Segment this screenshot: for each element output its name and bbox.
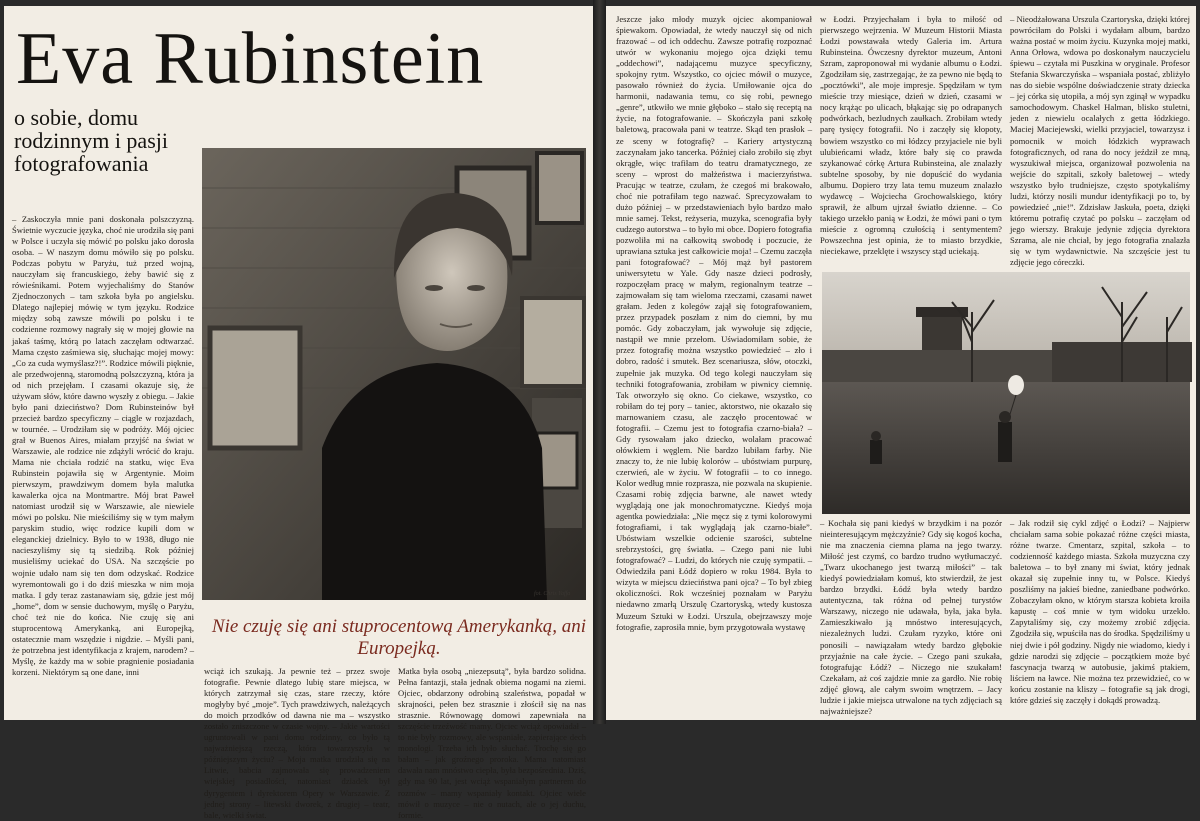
article-title: Eva Rubinstein bbox=[16, 18, 485, 100]
text-column-2 bbox=[204, 666, 390, 820]
portrait-photo bbox=[202, 148, 586, 600]
pull-quote: Nie czuję się ani stuprocentową Amerykanką, ani Europejką. bbox=[211, 616, 587, 659]
column-text: wciąż ich szukają. Ja pewnie też – przez swoje fotografie. Pewnie dlatego lubię stare miejsca, w których zatrzymał się czas, stare rzeczy, które mogłyby być „moje”. Tych prawdziwych, należących do moich przodków od dawna nie ma – wszystko zostało zniszczone w czasie wojny. – Jakie wartości ugruntowali w pani domu rodzinny, co było tą najważniejszą rzeczą, która towarzyszyła w późniejszym życiu? – Moja matka urodziła się na Litwie, babcia zajmowała się prowadzeniem wiejskiej posiadłości, natomiast dziadek był dyrygentem i dyrektorem Opery w Warszawie. Z jednej strony – litewski dworek, z drugiej – teatr, bale, wielki świat. bbox=[204, 666, 390, 820]
spine bbox=[593, 0, 606, 724]
photo-credit: fot. Chris Yaffa bbox=[534, 591, 571, 597]
lodz-photo bbox=[822, 272, 1190, 514]
lodz-photo-image bbox=[822, 272, 1190, 514]
text-column-4 bbox=[616, 14, 812, 718]
article-subtitle: o sobie, domu rodzinnym i pasji fotografowania bbox=[14, 105, 168, 176]
right-page bbox=[606, 6, 1196, 720]
column-text: – Jak rodził się cykl zdjęć o Łodzi? – Najpierw chciałam sama sobie pokazać różne części miasta, różne twarze. Cmentarz, szpital, szkoła – to codzienność każdego miasta. Szkoła muzyczna czy baletowa – to był znany mi świat, który jednak okazał się zupełnie inny tu, w Polsce. Kiedyś poszliśmy na jakieś biedne, zaniedbane podwórko. Zobaczyłam okno, w którym starsza kobieta kroiła kapustę – coś mnie w tym widoku urzekło. Zapytaliśmy się, czy możemy zrobić zdjęcia. Zgodziła się, wpuściła nas do środka. Spędziliśmy u niej dwie i pół godziny. Nigdy nie wiadomo, kiedy i gdzie narodzi się zdjęcie – początkiem może być fascynacja twarzą w autobusie, jakimś ptakiem, liściem na ławce. Nie można tez przewidzieć, co w końcu zostanie na kliszy – fotografie są jak drogi, które gdzieś się zaczęły i dokądś prowadzą. bbox=[1010, 518, 1190, 705]
column-text: – Zaskoczyła mnie pani doskonała polszczyzną. Świetnie wyczucie języka, choć nie urodziła się pani w Polsce i uczyła się mówić po polsku jako dorosła osoba. – W naszym domu mówiło się po polsku. Podczas pobytu w Paryżu, tuż przed wojną, nauczyłam się francuskiego, żeby bawić się z rówieśnikami. Potem wyjechaliśmy do Stanów Zjednoczonych – tam szkoła była po angielsku. Dlatego najlepiej mówię w tym języku. Rodzice między sobą zawsze mówili po polsku i te codzienne rozmowy nagrały się w mojej głowie na jakaś taśmę, którą po latach zaczęłam odtwarzać. Mama często zaśmiewa się, słuchając mojej mowy: „Co za cuda wymyślasz?!”. Rodzice mówili pięknie, ale przedwojenną, staromodną polszczyzną, która ja od nich przejęłam. I czasami okazuje się, że używam słów, które dawno wyszły z obiegu. – Jakie było pani dzieciństwo? Dom Rubinsteinów był przecież bardzo specyficzny – ciągle w rozjazdach, w tournée. – Urodziłam się w podróży. Mój ojciec grał w Buenos Aires, miałam przyjść na świat w Warszawie, ale rodzice nie zdążyli wrócić do kraju. Mama nie chciała rodzić na statku, więc Eva Rubinstein pojawiła się w Argentynie. Moim pierwszym, prawdziwym domem była malutka kawalerka ojca na Montmartre. Mój brat Paweł natomiast urodził się w Warszawie, ale niewiele mówi po polsku. Nie mieściliśmy się w tym małym paryskim studio, więc rodzice kupili dom w eleganckiej dzielnicy. Było to w 1938, długo nie nacieszyliśmy się tą siedzibą. Rok później musieliśmy uciekać do USA. Na szczęście po wojnie udało nam się ten dom odzyskać. Rodzice wyremontowali go i do dziś mieszka w nim moja matka. I gdy teraz zastanawiam się, gdzie jest mój „home”, dom w sensie duchowym, myślę o Paryżu, choć też nie do końca. Nie czuję się ani stuprocentową Amerykanką, ani Europejką, ostatecznie mam wszędzie i nigdzie. – Myśli pani, że potrzebna jest identyfikacja z krajem, narodem? – Myślę, że każdy ma w sobie pragnienie posiadania korzeni. Niektórym są one dane, inni bbox=[12, 214, 194, 677]
text-column-3 bbox=[398, 666, 586, 820]
text-column-1 bbox=[12, 214, 194, 714]
text-column-7 bbox=[820, 518, 1002, 718]
text-column-5 bbox=[820, 14, 1002, 268]
text-column-8 bbox=[1010, 518, 1190, 718]
text-column-6 bbox=[1010, 14, 1190, 268]
portrait-photo-image bbox=[202, 148, 586, 600]
column-text: w Łodzi. Przyjechałam i była to miłość od pierwszego wejrzenia. W Muzeum Historii Miasta Łodzi powstawała wtedy Galeria im. Artura Rubinsteina. Ówczesny dyrektor muzeum, Antoni Szram, zaproponował mi wydanie albumu o Łodzi. Zgodziłam się, zastrzegając, że za pewno nie będą to „pocztówki”, ale moje impresje. Spędziłam w tym mieście trzy miesiące, dzień w dzień, czasami w nocy krążąc po ulicach, błąkając się po odrapanych podwórkach, bezludnych zaułkach. Zrobiłam wtedy parę tysięcy fotografii. No i zaczęły się kłopoty, bowiem wszystko co mi łódzcy przyjaciele nie byli ulubieńcami władz, które bały się co prawda szykanować córkę Artura Rubinsteina, ale znalazły subtelne sposoby, by nie dopuścić do wydania albumu. Dopiero trzy lata temu muzeum znalazło wydawcę – Wojciecha Grochowalskiego, który sprawił, że album ujrzał światło dzienne. – Co takiego urzekło panią w Łodzi, że mówi pani o tym mieście z ogromną czułością i sentymentem? Powszechna jest opinia, że to miasto brzydkie, nieciekawe, przeklęte i wszyscy stąd uciekają. bbox=[820, 14, 1002, 256]
column-text: Jeszcze jako młody muzyk ojciec akompaniował śpiewakom. Opowiadał, że wtedy nauczył się od nich frazować – od ich oddechu. Zawsze potrafię rozpoznać utwór w wykonaniu mojego ojca dzięki temu „oddechowi”, nadającemu muzyce specyficzny, spokojny rytm. Wszystko, co ojciec mówił o muzyce, pasowało również do życia. Umiłowanie ojca do harmonii, nadawania temu, co się robi, pewnego „genre”, utkwiło we mnie głęboko – stało się receptą na życie, na fotografowanie. – Skończyła pani szkołę baletową, pracowała pani w teatrze. Skąd ten prasłok – ze sceny w fotografię? – Kariery artystyczną zaczynałam jako tancerka. Później ciało zrobiło się zbyt okrągłe, więc trafiłam do teatru dramatycznego, ze sceny – wprost do małżeństwa i macierzyństwa. Pracując w teatrze, czułam, że czegoś mi brakowało, choć nie potrafiłam tego nazwać. Sprecyzowałam to dużo później – w przedstawieniach było bardzo mało mnie samej. Tekst, reżyseria, muzyka, scenografia były cudzego autorstwa – to było mi obce. Dopiero fotografia pozwoliła mi na całkowitą swobodę i poczucie, że uprawiana sztuka jest całkowicie moja! – Czemu zaczęła pani fotografować? – Mój mąż był pastorem uniwersytetu w Yale. Gdy nasze dzieci podrosły, rozpoczęłam pracę w małym, regionalnym teatrze – zajmowałam się tam wieloma rzeczami, czasami nawet grałam. Jeden z kolegów zajął się fotografowaniem, przez przypadek poszłam z nim do ciemni, by mu pomóc. Gdy zobaczyłam, jak wywołuje się zdjęcie, nastąpił we mnie przełom. Uświadomiłam sobie, że przez fotografię można wszystko powiedzieć – zło i dobro, radość i smutek. Bez scenariusza, słów, otoczki, zupełnie jak muzyka. Od tego kolegi nauczyłam się techniki fotografowania, zrobiłam w piwnicy ciemnię. Tak otworzyło się okno. Co ciekawe, wszystko, co robiłam do tej pory – taniec, aktorstwo, nie okazało się marnowaniem czasu, ale zaczęło procentować w fotografii. – Czemu jest to fotografia czarno-biała? – Gdy rysowałam jako dziecko, wolałam pracować ołówkiem i węglem. Nie bardzo lubiłam farby. Nie znaczy to, że nie lubię kolorów – ubóstwiam purpurę, czerwień, ale w życiu. W fotografii – to co innego. Kolor według mnie rozprasza, nie pozwala na skupienie. Czasami robię zdjęcia barwne, ale nawet wtedy wyglądają one jak monochromatyczne. Kiedyś moja agentka powiedziała: „Nie męcz się z tymi kolorowymi fotografiami, i tak wyglądają jak czarno-białe”. Ubóstwiam wszelkie odcienie szarości, subtelne srebrzystości, grę światła. – Czego pani nie lubi fotografować? – Ludzi, do których nie czuję sympatii. – Odwiedziła pani Łódź dopiero w roku 1984. Była to wizyta w miejscu dzieciństwa pani ojca? – To był zbieg okoliczności. Rok wcześniej poznałam w Paryżu niedawno zmarłą Urszulę Czartoryską, wtedy kustosza Muzeum Sztuki w Łodzi. Urszula, obejrzawszy moje fotografie, zaprosiła mnie, bym przygotowała wystawę bbox=[616, 14, 812, 632]
column-text: – Nieodżałowana Urszula Czartoryska, dzięki której powróciłam do Polski i wydałam album, bardzo ważna postać w moim życiu. Kuzynka mojej matki, Anna Orłowa, wdowa po doskonałym nauczycielu śpiewu – czytała mi Puszkina w oryginale. Profesor Stefania Skwarczyńska – wspaniała postać, zbliżyło nas do siebie wspólne doświadczenie straty dziecka – jej córka się utopiła, a mój syn zginął w wypadku samochodowym. Chaskel Halman, blisko stuletni, jeden z niewielu ocalałych z getta łódzkiego. Maciej Maciejewski, wielki przyjaciel, towarzysz i pomocnik w moich łódzkich wyprawach fotograficznych, od rana do nocy jeździł ze mną, wyszukiwał miejsca, organizował pozwolenia na wejście do szpitali, szkoły baletowej – wtedy wszystko było trudniejsze, często spotykaliśmy ludzi, którzy nosili mundur identyfikacji po to, by powiedzieć „nie!”. Zdzisław Jaskuła, poeta, dzięki któremu potrafię czytać po polsku – zaczęłam od jego wierszy. Brakuje jedynie zdjęcia dyrektora Szrama, ale nie chciał, by jego fotografia znalazła się w tym wydawnictwie. Na szczęście jest tu zdjęcie jego córeczki. bbox=[1010, 14, 1190, 268]
left-page bbox=[4, 6, 593, 820]
column-text: Matka była osobą „niezepsutą”, była bardzo solidna. Pełna fantazji, stała jednak obiema nogami na ziemi. Ojciec, obdarzony odrobiną szaleństwa, popadał w skrajności, pełen bez strasznie i złościł się na nas strasznie. Równowagę domowi zapewniała na szczęście trzeźwość mamy. Ojciec wciąż opowiadał – to nie były rozmowy, ale wspaniałe, zapierające dech monologi. Trzeba ich było słuchać. Trochę się go bałam – jak groźnego proroka. Mama natomiast dawała nam mnóstwo ciepła, była bezpośrednia. Dziś, gdy ma 90 lat, jest wciąż wspaniałym partnerem do rozmów – mamy wspaniały kontakt. Ojciec wiele mówił o muzyce – nie o nutach, ale o jej duchu, formie. bbox=[398, 666, 586, 820]
column-text: – Kochała się pani kiedyś w brzydkim i na pozór nieinteresującym mężczyźnie? Gdy się kogoś kocha, nie ma znaczenia ciemna plama na jego twarzy. Miłość jest czymś, co bardzo trudno wytłumaczyć. „Twarz ukochanego jest twarzą miłości” – tak kiedyś powiedziałam komuś, kto stwierdził, że jest bardzo brzydki. Łódź była wtedy bardzo autentyczna, tak różna od pełnej turystów Warszawy, niczego nie udawała, była, jaka była. Zamieszkiwało ją mnóstwo interesujących, niezależnych ludzi. Czułam ryzyko, które oni ponosili – nawiązałam wtedy bardzo głębokie przyjaźnie na całe życie. – Czego pani szukała, fotografując Łódź? – Niczego nie szukałam! Czekałam, aż coś zajdzie mnie za gardło. Nie robię zdjęć głową, ale całym swoim wnętrzem. – Jacy ludzie i jakie miejsca utrwalone na tych zdjęciach są najważniejsze? bbox=[820, 518, 1002, 716]
